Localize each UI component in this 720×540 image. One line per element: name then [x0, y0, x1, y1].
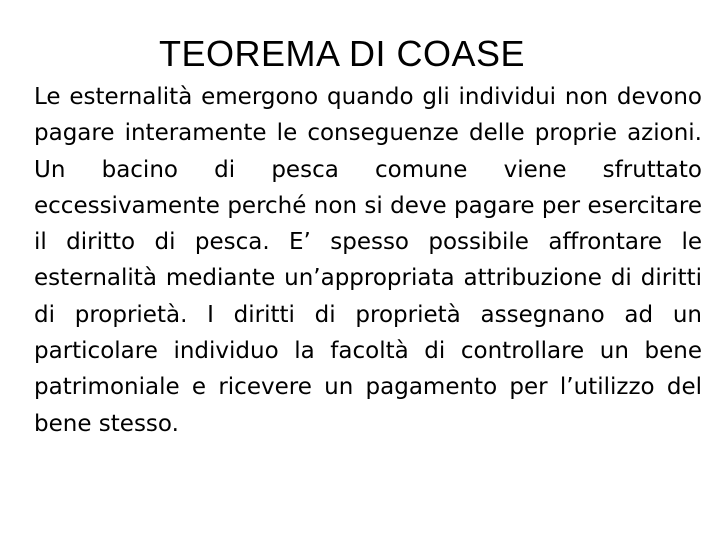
slide-title: TEOREMA DI COASE [158, 33, 526, 74]
slide-body-text: Le esternalità emergono quando gli individui non devono pagare interamente le conseguenze delle proprie azioni. Un bacino di pesca comune viene sfruttato eccessivamente perché non si deve pagare per esercitare il diritto di pesca. E’ spesso possibile affrontare le esternalità mediante un’appropriata attribuzione di diritti di proprietà. I diritti di proprietà assegnano ad un particolare individuo la facoltà di controllare un bene patrimoniale e ricevere un pagamento per l’utilizzo del bene stesso. [34, 84, 702, 437]
